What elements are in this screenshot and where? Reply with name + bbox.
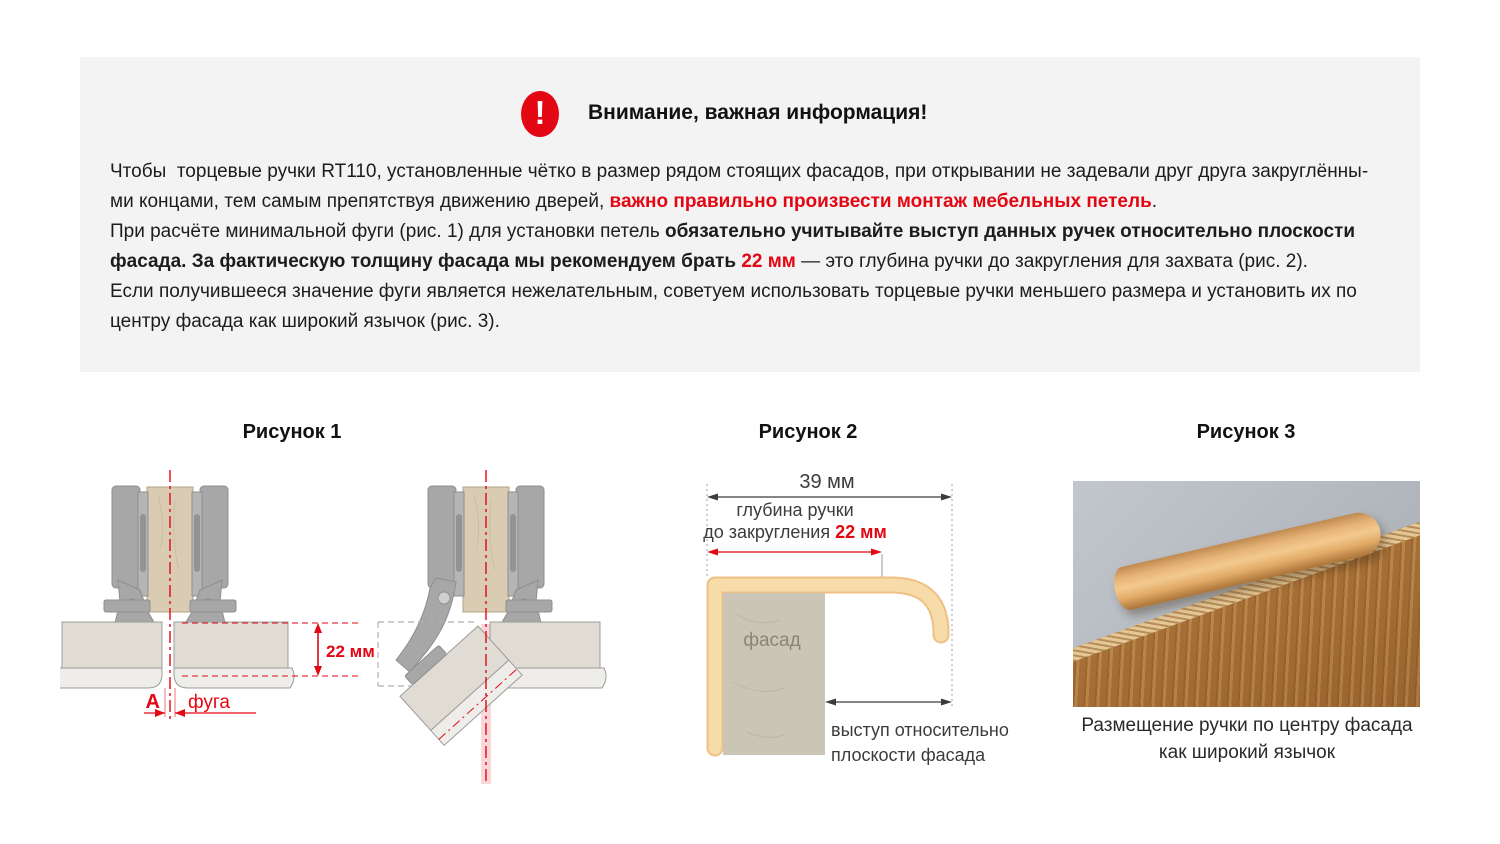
notice-paragraph bbox=[110, 157, 1368, 337]
hinge-right bbox=[502, 486, 552, 627]
closed-doors-illustration bbox=[60, 470, 375, 722]
gap-annotation bbox=[144, 691, 256, 717]
hinge-left bbox=[104, 486, 154, 627]
depth-dimension-label: 22 мм bbox=[326, 642, 375, 661]
text-line bbox=[110, 247, 1368, 277]
figure1-title: Рисунок 1 bbox=[242, 421, 342, 443]
warning-exclamation-icon bbox=[521, 91, 559, 137]
figure2-title: Рисунок 2 bbox=[758, 421, 858, 443]
protrusion-label-line2: плоскости фасада bbox=[831, 745, 986, 765]
figure3-title: Рисунок 3 bbox=[1196, 421, 1296, 443]
figure3-photo bbox=[1073, 481, 1420, 707]
figure2-handle-section-diagram bbox=[675, 450, 1045, 785]
hinge-right bbox=[186, 486, 236, 627]
depth-value: 22 мм bbox=[835, 522, 887, 542]
gap-a-label: A bbox=[145, 691, 160, 713]
text-segment: фасада. За фактическую толщину фасада мы рекомендуем брать bbox=[110, 251, 742, 272]
depth-dimension bbox=[707, 549, 882, 578]
figure3-caption-line2: как широкий язычок bbox=[1158, 742, 1336, 763]
protrusion-dimension bbox=[825, 699, 1009, 766]
figure3-caption-line1: Размещение ручки по центру фасада bbox=[1081, 715, 1413, 736]
warning-icon-glyph: ! bbox=[534, 94, 546, 131]
facade-panel bbox=[723, 593, 825, 755]
text-segment: центру фасада как широкий язычок (рис. 3). bbox=[110, 311, 500, 332]
total-width-label: 39 мм bbox=[799, 471, 855, 493]
text-line bbox=[110, 187, 1368, 217]
text-segment: важно правильно произвести монтаж мебельных петель bbox=[609, 191, 1152, 212]
text-line bbox=[110, 307, 1368, 337]
text-line bbox=[110, 217, 1368, 247]
facade-label: фасад bbox=[743, 630, 801, 651]
open-door-illustration bbox=[378, 470, 606, 784]
text-segment: Чтобы торцевые ручки RT110, установленные чётко в размер рядом стоящих фасадов, при открывании не задевали друг друга закруглённы- bbox=[110, 161, 1369, 182]
figure1-hinge-diagram bbox=[60, 450, 680, 844]
text-segment: При расчёте минимальной фуги (рис. 1) для установки петель bbox=[110, 221, 666, 242]
text-segment: обязательно учитывайте выступ данных ручек относительно плоскости bbox=[665, 221, 1356, 242]
depth-label-line2 bbox=[703, 522, 887, 542]
notice-title: Внимание, важная информация! bbox=[588, 101, 928, 124]
depth-label-prefix: до закругления bbox=[703, 522, 836, 542]
door-right bbox=[174, 622, 288, 668]
depth-label-line1: глубина ручки bbox=[736, 500, 854, 520]
notice-box bbox=[80, 57, 1420, 372]
gap-fuga-label: фуга bbox=[188, 692, 230, 713]
text-segment: Если получившееся значение фуги является нежелательным, советуем использовать торцевые ручки меньшего размера и установить их по bbox=[110, 281, 1357, 302]
text-line bbox=[110, 277, 1368, 307]
text-segment: ми концами, тем самым препятствуя движению дверей, bbox=[110, 191, 610, 212]
text-line bbox=[110, 157, 1368, 187]
figure3-caption bbox=[1067, 712, 1427, 766]
text-segment: . bbox=[1151, 191, 1158, 212]
text-segment: — это глубина ручки до закругления для захвата (рис. 2). bbox=[795, 251, 1308, 272]
total-width-dimension bbox=[707, 471, 952, 501]
protrusion-label-line1: выступ относительно bbox=[831, 720, 1009, 740]
door-left bbox=[62, 622, 162, 668]
text-segment: 22 мм bbox=[741, 251, 796, 272]
